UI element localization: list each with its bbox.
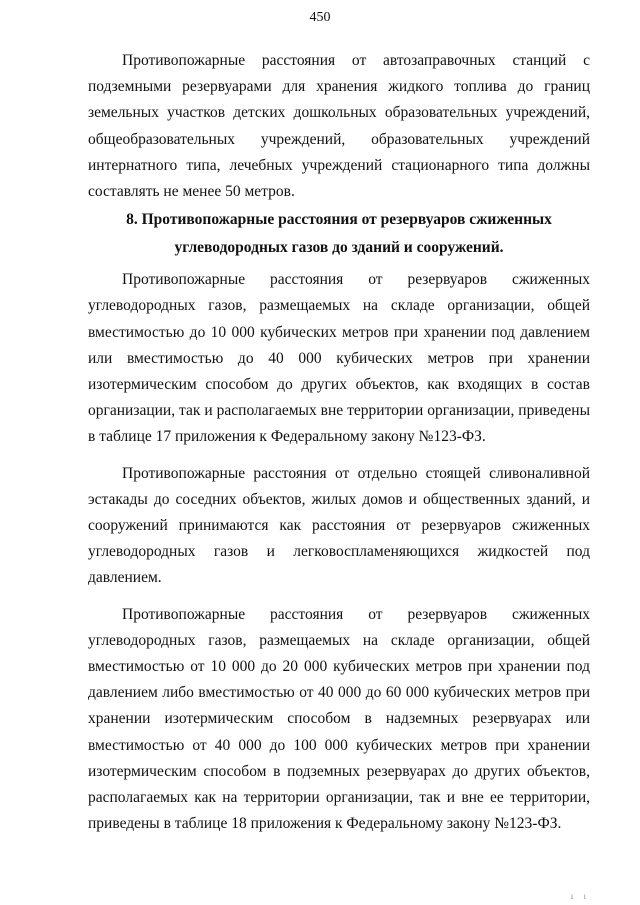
- paragraph-loading-rack-distances: Противопожарные расстояния от отдельно стоящей сливоналивной эстакады до соседних объектов, жилых домов и общественных зданий, и сооружений принимаются как расстояния от резервуаров сжиженных углеводородных газов и легковоспламеняющихся жидкостей под давлением.: [88, 464, 590, 587]
- section-heading: [88, 206, 590, 262]
- paragraph-gas-station-distances: Противопожарные расстояния от автозаправочных станций с подземными резервуарами для хранения жидкого топлива до границ земельных участков детских дошкольных образовательных учреждений, общеобразовательных учреждений, образовательных учреждений интернатного типа, лечебных учреждений стационарного типа должны составлять не менее 50 метров.: [88, 52, 590, 201]
- scan-corner-mark: ı ı: [570, 891, 590, 901]
- page-number: 450: [309, 10, 331, 25]
- section-heading-line-2: углеводородных газов до зданий и сооружений.: [174, 239, 504, 257]
- section-heading-line-1: 8. Противопожарные расстояния от резервуаров сжиженных: [126, 211, 552, 229]
- paragraph-large-lpg-tank-distances: Противопожарные расстояния от резервуаров сжиженных углеводородных газов, размещаемых на складе организации, общей вместимостью от 10 000 до 20 000 кубических метров при хранении под давлением либо вместимостью от 40 000 до 60 000 кубических метров при хранении изотермическим способом в надземных резервуарах или вместимостью от 40 000 до 100 000 кубических метров при хранении изотермическим способом в подземных резервуарах до других объектов, располагаемых как на территории организации, так и вне ее территории, приведены в таблице 18 приложения к Федеральному закону №123-ФЗ.: [88, 605, 590, 833]
- document-body: [88, 48, 590, 837]
- paragraph-lpg-tank-distances: Противопожарные расстояния от резервуаров сжиженных углеводородных газов, размещаемых на складе организации, общей вместимостью до 10 000 кубических метров при хранении под давлением или вместимостью до 40 000 кубических метров при хранении изотермическим способом до других объектов, как входящих в состав организации, так и располагаемых вне территории организации, приведены в таблице 17 приложения к Федеральному закону №123-ФЗ.: [88, 271, 590, 446]
